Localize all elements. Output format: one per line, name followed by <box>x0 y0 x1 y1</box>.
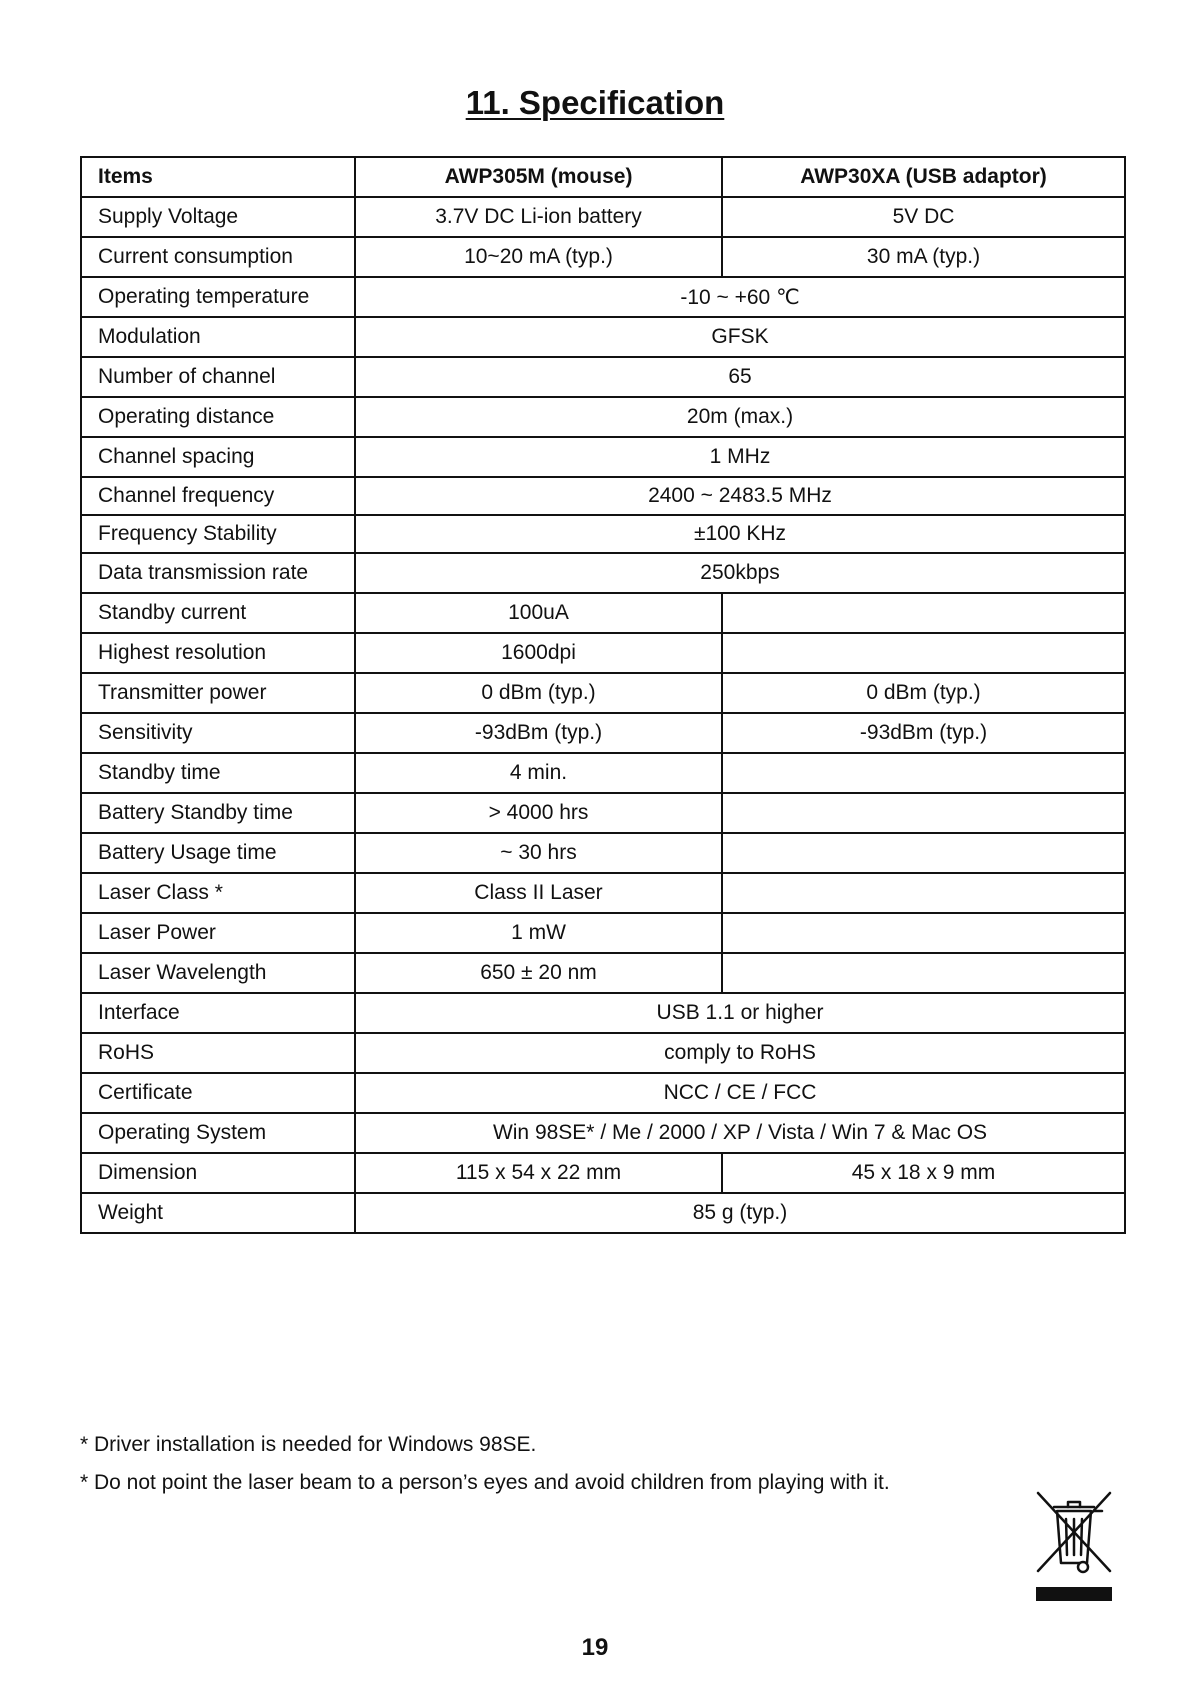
page-number: 19 <box>581 1634 609 1661</box>
table-row-current-consumption <box>81 237 1125 277</box>
item-value-mouse: 10~20 mA (typ.) <box>355 237 722 277</box>
table-row-certificate <box>81 1073 1125 1113</box>
item-label: Laser Power <box>81 913 355 953</box>
item-value-mouse: -93dBm (typ.) <box>355 713 722 753</box>
specification-table-body <box>81 157 1125 1233</box>
item-label: Operating temperature <box>81 277 355 317</box>
item-value-shared: 85 g (typ.) <box>355 1193 1125 1233</box>
table-row-operating-distance <box>81 397 1125 437</box>
table-row-laser-wavelength <box>81 953 1125 993</box>
item-value-adaptor <box>722 953 1125 993</box>
item-value-mouse: ~ 30 hrs <box>355 833 722 873</box>
item-value-shared: ±100 KHz <box>355 515 1125 553</box>
item-value-adaptor <box>722 753 1125 793</box>
item-value-adaptor <box>722 633 1125 673</box>
table-row-number-of-channel <box>81 357 1125 397</box>
crossed-out-wheelie-bin-icon <box>1032 1487 1116 1603</box>
item-value-shared: NCC / CE / FCC <box>355 1073 1125 1113</box>
item-value-mouse: 0 dBm (typ.) <box>355 673 722 713</box>
table-row-transmitter-power <box>81 673 1125 713</box>
header-adaptor: AWP30XA (USB adaptor) <box>722 157 1125 197</box>
item-value-mouse: 1600dpi <box>355 633 722 673</box>
item-label: Current consumption <box>81 237 355 277</box>
table-row-standby-current <box>81 593 1125 633</box>
item-label: Sensitivity <box>81 713 355 753</box>
item-label: Certificate <box>81 1073 355 1113</box>
item-value-shared: USB 1.1 or higher <box>355 993 1125 1033</box>
item-value-shared: 65 <box>355 357 1125 397</box>
table-row-sensitivity <box>81 713 1125 753</box>
item-label: Highest resolution <box>81 633 355 673</box>
table-row-rohs <box>81 1033 1125 1073</box>
table-row-channel-spacing <box>81 437 1125 477</box>
item-label: Data transmission rate <box>81 553 355 593</box>
item-value-adaptor <box>722 793 1125 833</box>
item-value-mouse: 1 mW <box>355 913 722 953</box>
item-value-shared: 1 MHz <box>355 437 1125 477</box>
item-value-shared: 2400 ~ 2483.5 MHz <box>355 477 1125 515</box>
item-label: Operating distance <box>81 397 355 437</box>
item-label: Standby current <box>81 593 355 633</box>
table-row-standby-time <box>81 753 1125 793</box>
item-label: Laser Class * <box>81 873 355 913</box>
header-mouse: AWP305M (mouse) <box>355 157 722 197</box>
specification-table <box>80 156 1126 1234</box>
table-row-dimension <box>81 1153 1125 1193</box>
table-row-data-transmission-rate <box>81 553 1125 593</box>
item-value-mouse: 100uA <box>355 593 722 633</box>
header-items: Items <box>81 157 355 197</box>
item-value-shared: 250kbps <box>355 553 1125 593</box>
item-value-shared: Win 98SE* / Me / 2000 / XP / Vista / Win 7 & Mac OS <box>355 1113 1125 1153</box>
table-row-interface <box>81 993 1125 1033</box>
table-row-supply-voltage <box>81 197 1125 237</box>
item-label: Battery Standby time <box>81 793 355 833</box>
item-value-mouse: 115 x 54 x 22 mm <box>355 1153 722 1193</box>
table-row-laser-class <box>81 873 1125 913</box>
item-value-adaptor <box>722 593 1125 633</box>
item-value-mouse: Class II Laser <box>355 873 722 913</box>
item-value-shared: GFSK <box>355 317 1125 357</box>
table-row-modulation <box>81 317 1125 357</box>
item-value-shared: 20m (max.) <box>355 397 1125 437</box>
item-value-mouse: > 4000 hrs <box>355 793 722 833</box>
item-value-adaptor: 45 x 18 x 9 mm <box>722 1153 1125 1193</box>
table-row-channel-frequency <box>81 477 1125 515</box>
item-label: Modulation <box>81 317 355 357</box>
item-label: Supply Voltage <box>81 197 355 237</box>
item-value-mouse: 4 min. <box>355 753 722 793</box>
item-value-adaptor <box>722 913 1125 953</box>
table-row-frequency-stability <box>81 515 1125 553</box>
item-value-shared: -10 ~ +60 ℃ <box>355 277 1125 317</box>
table-row-operating-temperature <box>81 277 1125 317</box>
item-label: Battery Usage time <box>81 833 355 873</box>
page-title: 11. Specification <box>465 84 725 121</box>
item-label: Dimension <box>81 1153 355 1193</box>
table-row-laser-power <box>81 913 1125 953</box>
item-label: Channel spacing <box>81 437 355 477</box>
item-value-adaptor <box>722 833 1125 873</box>
footnotes <box>80 1426 890 1502</box>
footnote-laser-warning: * Do not point the laser beam to a person’s eyes and avoid children from playing with it. <box>80 1471 890 1494</box>
item-label: RoHS <box>81 1033 355 1073</box>
item-value-mouse: 650 ± 20 nm <box>355 953 722 993</box>
item-value-adaptor: -93dBm (typ.) <box>722 713 1125 753</box>
item-value-adaptor: 5V DC <box>722 197 1125 237</box>
footnote-driver: * Driver installation is needed for Windows 98SE. <box>80 1433 537 1456</box>
item-label: Standby time <box>81 753 355 793</box>
table-row-highest-resolution <box>81 633 1125 673</box>
item-label: Laser Wavelength <box>81 953 355 993</box>
item-label: Interface <box>81 993 355 1033</box>
item-value-adaptor: 0 dBm (typ.) <box>722 673 1125 713</box>
item-label: Number of channel <box>81 357 355 397</box>
item-value-mouse: 3.7V DC Li-ion battery <box>355 197 722 237</box>
item-label: Transmitter power <box>81 673 355 713</box>
table-row-operating-system <box>81 1113 1125 1153</box>
table-row-weight <box>81 1193 1125 1233</box>
table-header-row <box>81 157 1125 197</box>
item-label: Operating System <box>81 1113 355 1153</box>
item-label: Channel frequency <box>81 477 355 515</box>
item-label: Weight <box>81 1193 355 1233</box>
item-value-shared: comply to RoHS <box>355 1033 1125 1073</box>
table-row-battery-standby-time <box>81 793 1125 833</box>
item-label: Frequency Stability <box>81 515 355 553</box>
item-value-adaptor: 30 mA (typ.) <box>722 237 1125 277</box>
table-row-battery-usage-time <box>81 833 1125 873</box>
item-value-adaptor <box>722 873 1125 913</box>
